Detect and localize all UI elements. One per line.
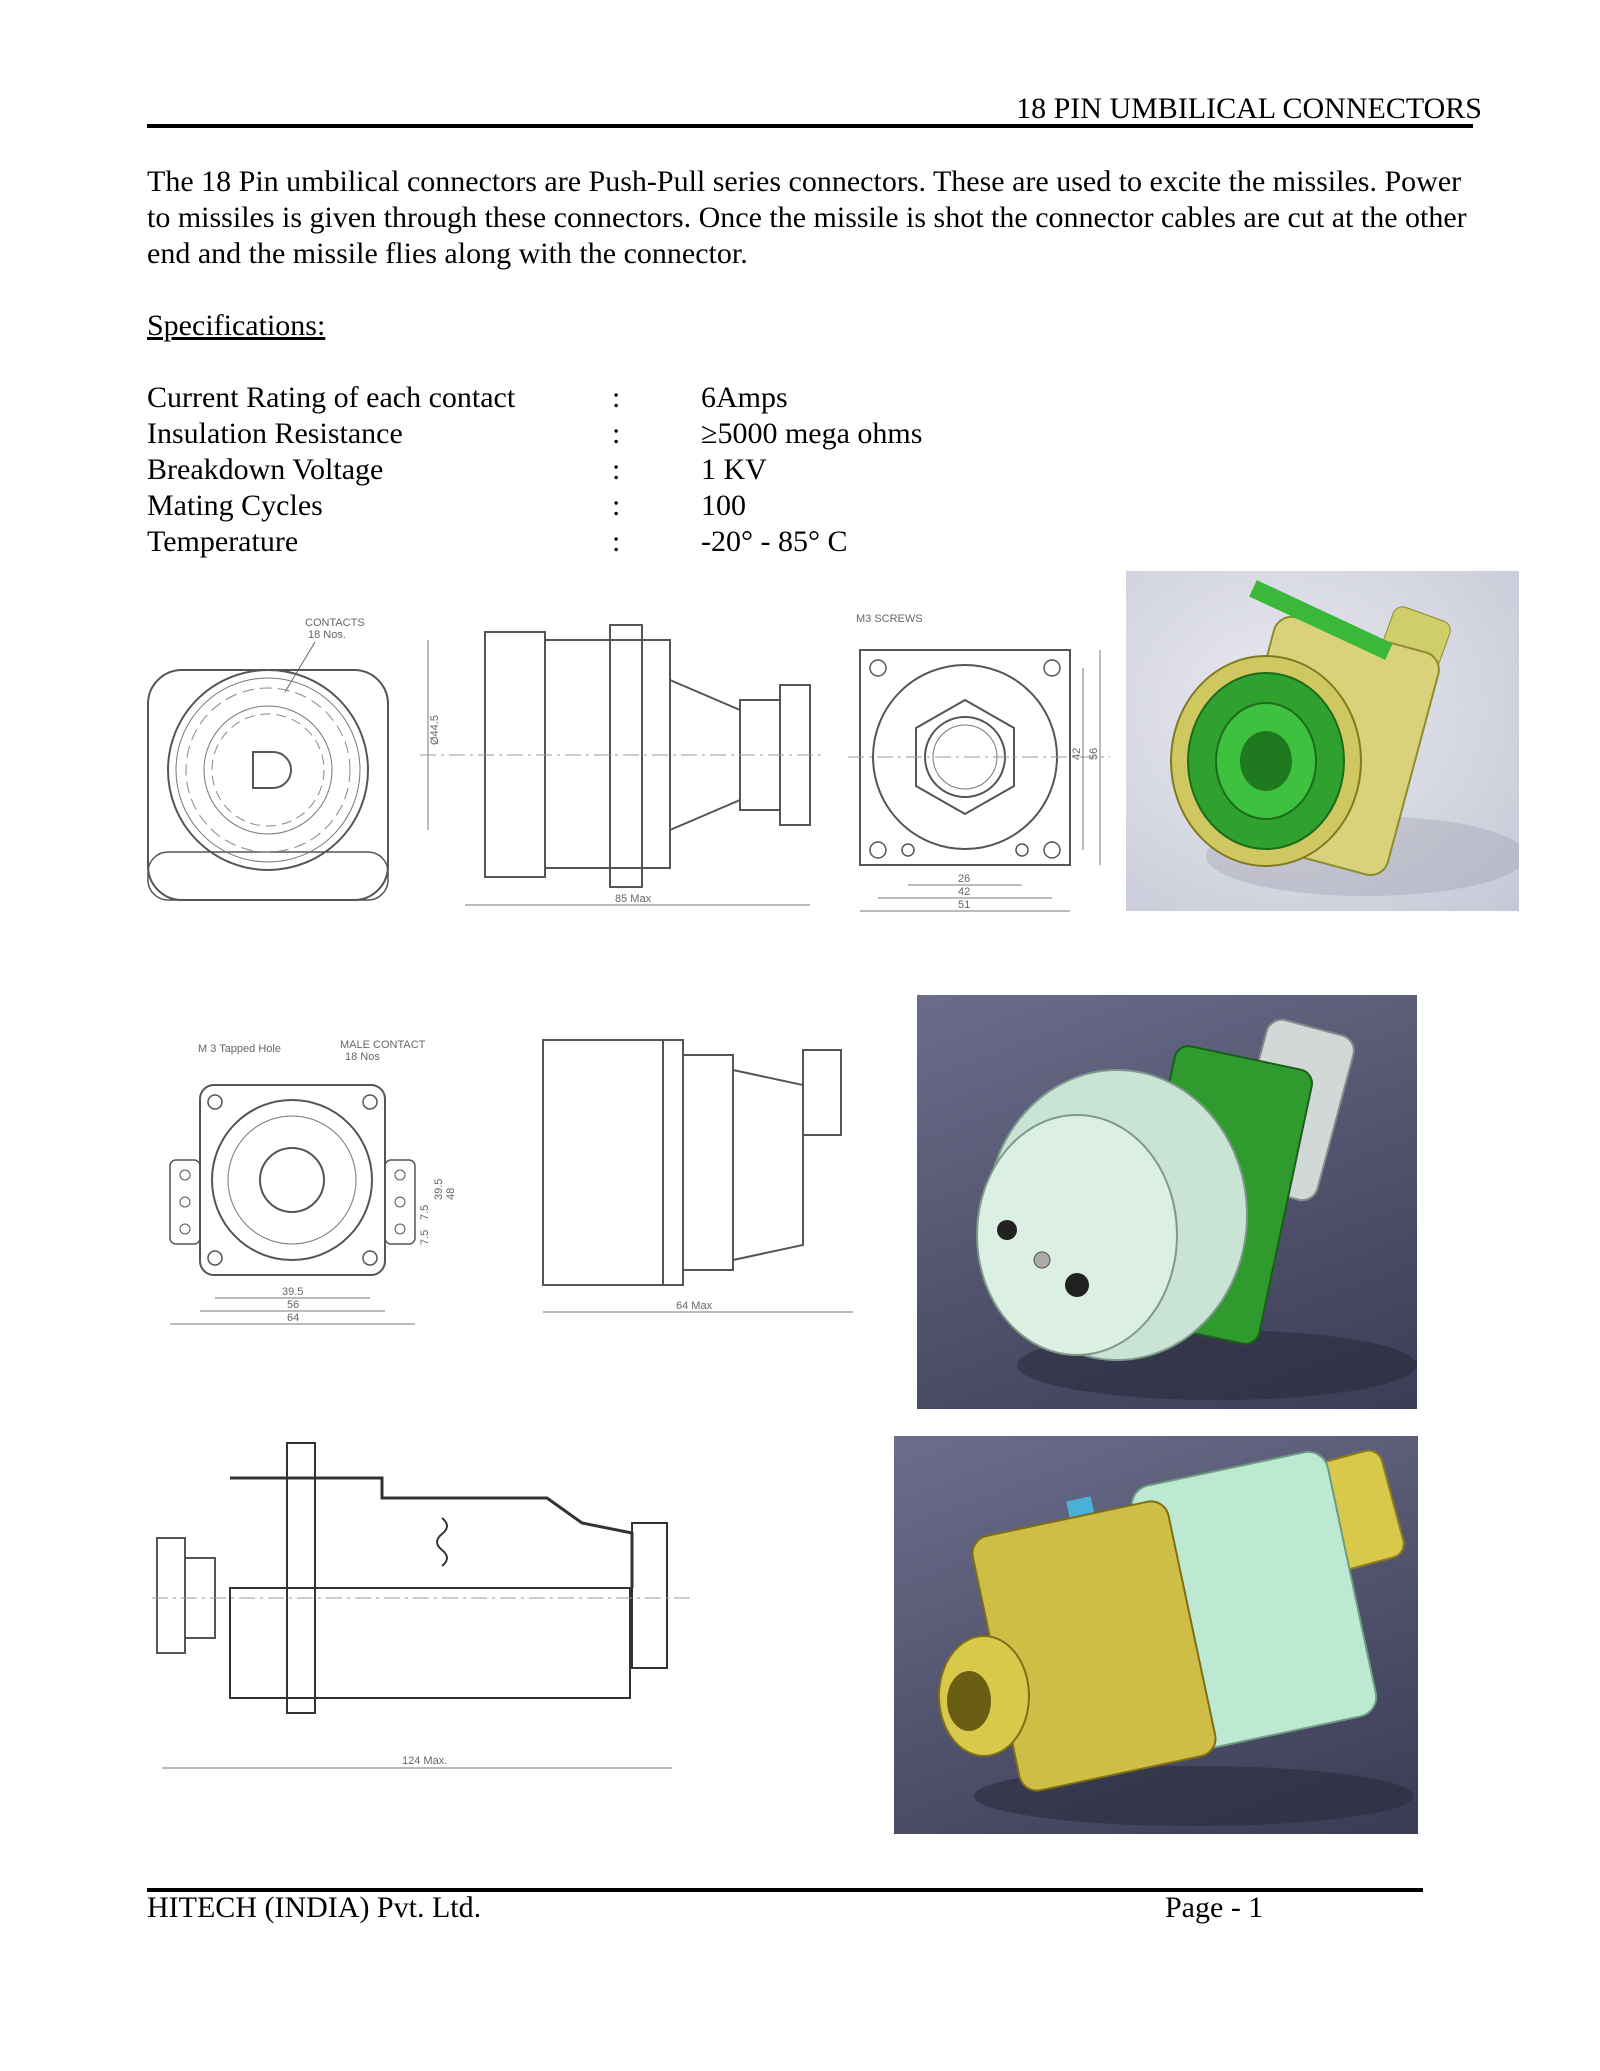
length-124-label: 124 Max. (402, 1755, 448, 1767)
contacts-count-label: 18 Nos. (308, 629, 346, 641)
dim-42-vertical: 42 (1071, 747, 1083, 760)
spec-value: ≥5000 mega ohms (701, 417, 923, 450)
footer-company-name: HITECH (INDIA) Pvt. Ltd. (147, 1891, 482, 1924)
footer-page-number: Page - 1 (1165, 1891, 1264, 1924)
spec-separator: : (612, 417, 621, 450)
spec-row-breakdown (147, 452, 922, 488)
length-85-label: 85 Max (615, 893, 652, 905)
spec-label: Temperature (147, 525, 299, 558)
spec-label: Current Rating of each contact (147, 381, 516, 414)
male-contact-count: 18 Nos (345, 1051, 380, 1063)
receptacle-side-drawing (538, 1030, 868, 1320)
dim-51: 51 (958, 899, 971, 911)
connector-3d-render-3 (894, 1436, 1418, 1834)
rear-view-drawing (848, 610, 1110, 920)
dim-39-5-vertical: 39.5 (433, 1178, 445, 1200)
m3-tapped-hole-label: M 3 Tapped Hole (198, 1043, 281, 1055)
spec-row-temperature (147, 524, 922, 560)
length-64-label: 64 Max (676, 1300, 713, 1312)
spec-separator: : (612, 489, 621, 522)
dim-42: 42 (958, 886, 971, 898)
contacts-label: CONTACTS (305, 617, 365, 629)
spec-row-current (147, 380, 922, 416)
front-view-drawing (145, 612, 395, 907)
dim-39-5: 39.5 (282, 1286, 304, 1298)
page-header-title: 18 PIN UMBILICAL CONNECTORS (1016, 92, 1482, 125)
spec-label: Breakdown Voltage (147, 453, 384, 486)
spec-separator: : (612, 453, 621, 486)
header-rule (147, 124, 1473, 128)
spec-separator: : (612, 525, 621, 558)
intro-paragraph: The 18 Pin umbilical connectors are Push-Pull series connectors. These are used to excite the missiles. Power to missiles is given through these connectors. Once the missile is shot the connector cables are cut at the other end and the missile flies along with the connector. (147, 165, 1467, 270)
side-view-drawing (420, 620, 830, 920)
spec-label: Mating Cycles (147, 489, 323, 522)
dim-56: 56 (287, 1299, 300, 1311)
section-view-drawing (152, 1438, 692, 1783)
spec-value: 1 KV (701, 453, 767, 486)
male-contact-label: MALE CONTACT (340, 1040, 426, 1051)
dim-48-vertical: 48 (445, 1187, 457, 1200)
spec-value: -20° - 85° C (701, 525, 848, 558)
m3-screws-label: M3 SCREWS (856, 613, 923, 625)
dim-64: 64 (287, 1312, 300, 1324)
connector-3d-render-2 (917, 995, 1417, 1409)
dim-7-5-a: 7.5 (419, 1229, 431, 1245)
dim-7-5-b: 7.5 (419, 1204, 431, 1220)
spec-separator: : (612, 381, 621, 414)
spec-label: Insulation Resistance (147, 417, 403, 450)
spec-value: 100 (701, 489, 746, 522)
spec-value: 6Amps (701, 381, 788, 414)
dim-56-vertical: 56 (1088, 747, 1100, 760)
specifications-heading: Specifications: (147, 309, 326, 342)
receptacle-front-drawing (160, 1040, 460, 1330)
diameter-label: Ø44.5 (429, 715, 441, 745)
connector-3d-render-1 (1126, 571, 1519, 911)
spec-row-mating (147, 488, 922, 524)
dim-26: 26 (958, 873, 971, 885)
specifications-table (147, 380, 922, 560)
spec-row-insulation (147, 416, 922, 452)
